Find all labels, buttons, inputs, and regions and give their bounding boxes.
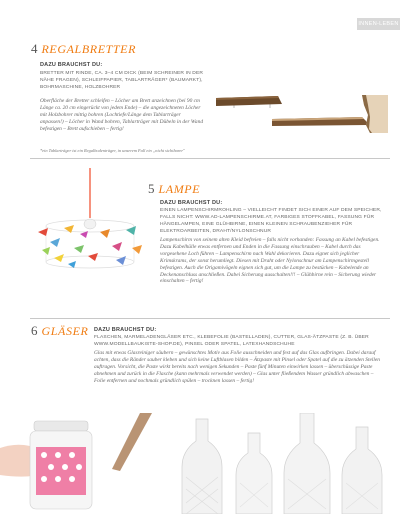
materials-list: EINEN LAMPENSCHIRMROHLING – VIELLEICHT FINDET SICH EINER AUF DEM SPEICHER, FALLS NICHT: WWW.AD-LAMPENSCHIRME.AT, FARBIGES STOFFKABEL, FASSUNG FÜR HÄNGELAMPEN, EINE GLÜHBIRNE, EINEN KLEINEN SCHRAUBENZIEHER FÜR ELEKTROARBEITEN, DRAHT/NYLONSCHNUR — [160, 208, 382, 234]
bottle — [284, 413, 330, 514]
section-divider — [30, 318, 390, 319]
section-4-title — [31, 40, 136, 58]
section-heading: LAMPE — [158, 182, 201, 196]
section-heading: GLÄSER — [41, 324, 89, 338]
shelves-photo — [212, 85, 390, 141]
light-bulb — [84, 219, 96, 229]
origami-birds — [38, 225, 142, 268]
materials-list: FLASCHEN, MARMELADENGLÄSER ETC., KLEBEFOLIE (BASTELLADEN), CUTTER, GLAS-ÄTZPASTE (Z. B. ÜBER WWW.MODELLBAUKISTE-SHOP.DE), PINSEL ODER SPATEL, LATEXHANDSCHUHE — [94, 335, 369, 347]
materials-label: DAZU BRAUCHST DU: — [160, 200, 223, 206]
lamp-photo — [30, 168, 150, 298]
instructions-text: Glas mit etwas Glasreiniger säubern – gewünschtes Motiv aus Folie ausschneiden und fest auf das Glas aufbringen. Dabei darauf achten, dass die Ränder sauber kleben und sich keine Luftblasen bilden – Ätzpaste mit Pinsel oder Spatel auf die zu ätzenden Stellen auftragen. Vorsicht, die Paste wirkt bereits nach wenigen Sekunden – Paste fünf Minuten einwirken lassen – überschüssige Paste abnehmen und zurück in die Flasche (kann mehrmals verwendet werden) – Glas unter fließendem Wasser gründlich abwaschen – Folie entfernen und nochmals gründlich spülen – trocknen lassen – fertig! — [94, 350, 380, 384]
materials-label: DAZU BRAUCHST DU: — [40, 62, 103, 68]
section-heading: REGALBRETTER — [41, 42, 137, 56]
instructions-text: Oberfläche der Bretter schleifen – Löcher am Brett anzeichnen (bei 90 cm Länge ca. 20 cm eingerückt von jedem Ende) – die angezeichneten Löcher mit Holzbohrer mittig bohren (Lochtiefe/Länge dem Tablarträger anpassen!) – Löcher in Wand bohren, Tablarträger mit Dübeln in der Wand befestigen – Brett aufschieben – fertig! — [40, 98, 204, 132]
jar-lid — [34, 421, 88, 431]
section-divider — [30, 158, 390, 159]
section-6-title — [31, 322, 88, 340]
bottle — [236, 433, 272, 514]
section-number: 6 — [31, 323, 38, 338]
etched-glasses-photo — [0, 413, 400, 514]
brush — [112, 413, 152, 471]
bottle — [182, 419, 222, 514]
materials-label: DAZU BRAUCHST DU: — [94, 327, 157, 333]
instructions-text: Lampenschirm von seinem alten Kleid befreien – falls nicht vorhanden: Fassung an Kabel befestigen. Dazu Kabelhülle etwas entfernen und Enden in die Fassung einschrauben – Kabel durch das vorgesehene Loch führen – Lampenschirm nach Wahl dekorieren. Dazu eignet sich jeglicher Krimskrams, der sonst herumliegt. Diesen mit Draht oder Nylonschnur am Lampenschirmgestell befestigen. Auch die Origamivögeln eignen sich gut, um die Lampe zu bestücken – Kabelende an Deckenanschluss anschließen. Dabei Sicherung ausschalten!!! – Glühbirne rein – Sicherung wieder einschalten – fertig! — [160, 237, 380, 285]
footnote: *ein Tablarträger ist ein Regalbodenträger, in unserem Fall ein „nicht sichtbarer" — [40, 148, 185, 153]
category-tag: INNEN-LEBEN — [357, 18, 400, 30]
section-number: 5 — [148, 181, 155, 196]
section-5-title — [148, 180, 200, 198]
section-number: 4 — [31, 41, 38, 56]
bottle — [342, 427, 382, 514]
materials-list: BRETTER MIT RINDE, CA. 3–4 CM DICK (BEIM SCHREINER IN DER NÄHE FRAGEN), SCHLEIFPAPIER, TABLARTRÄGER* (BAUMARKT), BOHRMASCHINE, HOLZBOHRER — [40, 71, 204, 90]
